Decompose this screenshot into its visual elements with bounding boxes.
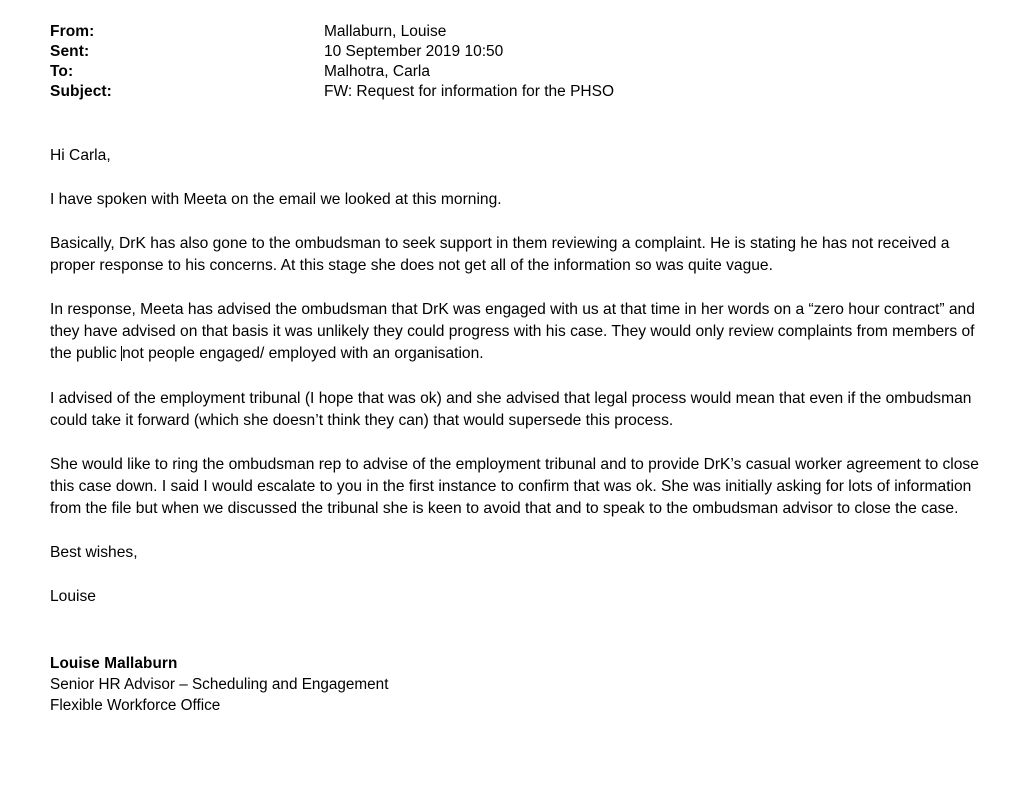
email-signature (50, 653, 979, 714)
header-row-from (50, 22, 979, 42)
signature-title: Senior HR Advisor – Scheduling and Engagement (50, 675, 389, 693)
header-label-to: To: (50, 63, 74, 81)
body-paragraph-1: I have spoken with Meeta on the email we looked at this morning. (50, 190, 502, 208)
email-body (50, 145, 979, 609)
email-header (50, 22, 979, 103)
body-paragraph-4: I advised of the employment tribunal (I hope that was ok) and she advised that legal process would mean that even if the ombudsman could take it forward (which she doesn’t think they can) that would supersede this process. (50, 389, 972, 429)
header-value-from: Mallaburn, Louise (324, 23, 447, 40)
body-paragraph-3-part-a: In response, Meeta has advised the ombudsman that DrK was engaged with us at that time in her words on a “zero hour contract” and they have advised on that basis it was unlikely they could progress with his case. They would only review complaints from members of the public (50, 301, 975, 363)
header-row-subject (50, 82, 979, 102)
header-row-to (50, 62, 979, 82)
body-greeting: Hi Carla, (50, 146, 111, 164)
header-value-to: Malhotra, Carla (324, 63, 430, 81)
body-sender-name: Louise (50, 588, 96, 606)
header-row-sent (50, 42, 979, 62)
body-closing: Best wishes, (50, 544, 138, 562)
header-label-from: From: (50, 23, 95, 40)
body-paragraph-5: She would like to ring the ombudsman rep to advise of the employment tribunal and to provide DrK’s casual worker agreement to close this case down. I said I would escalate to you in the first instance to confirm that was ok. She was initially asking for lots of information from the file but when we discussed the tribunal she is keen to avoid that and to speak to the ombudsman advisor to close the case. (50, 455, 979, 518)
header-label-sent: Sent: (50, 43, 90, 61)
header-value-subject: FW: Request for information for the PHSO (324, 83, 615, 101)
body-paragraph-3-part-b: not people engaged/ employed with an organisation. (122, 345, 484, 363)
body-paragraph-2: Basically, DrK has also gone to the ombudsman to seek support in them reviewing a complaint. He is stating he has not received a proper response to his concerns. At this stage she does not get all of the information so was quite vague. (50, 234, 950, 274)
header-value-sent: 10 September 2019 10:50 (324, 43, 504, 61)
signature-name: Louise Mallaburn (50, 654, 178, 672)
header-label-subject: Subject: (50, 83, 112, 101)
signature-department: Flexible Workforce Office (50, 696, 221, 714)
body-paragraph-3 (50, 299, 979, 365)
